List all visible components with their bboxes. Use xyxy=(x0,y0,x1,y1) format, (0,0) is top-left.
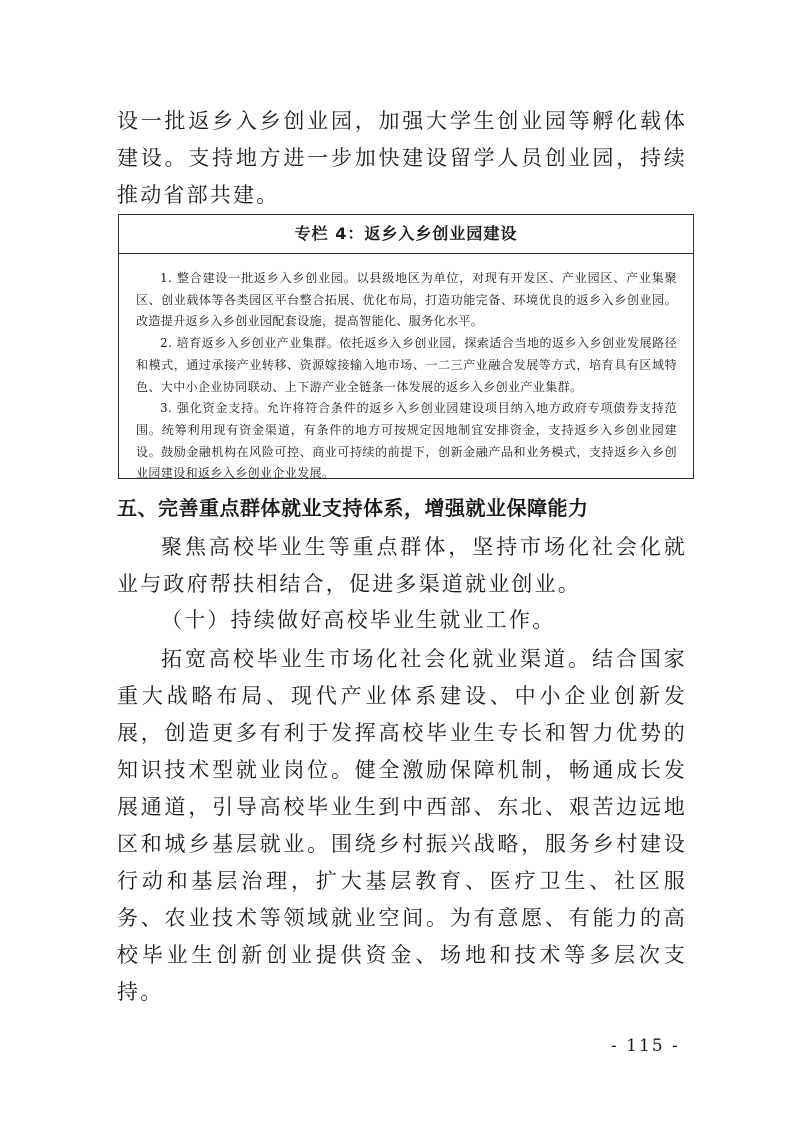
intro-paragraph: 设一批返乡入乡创业园，加强大学生创业园等孵化载体建设。支持地方进一步加快建设留学人员创业园，持续推动省部共建。 xyxy=(117,109,687,207)
column-box-body xyxy=(119,254,693,485)
section-heading: 五、完善重点群体就业支持体系，增强就业保障能力 xyxy=(117,496,589,520)
column-box-title: 专栏 4：返乡入乡创业园建设 xyxy=(119,215,693,254)
page-number: - 115 - xyxy=(611,1036,680,1056)
column-item-2: 2. 培育返乡入乡创业产业集群。依托返乡入乡创业园，探索适合当地的返乡入乡创业发展路径和模式，通过承接产业转移、资源嫁接输入地市场、一二三产业融合发展等方式，培育具有区域特色、大中小企业协同联动、上下游产业全链条一体发展的返乡入乡创业产业集群。 xyxy=(136,336,677,394)
column-item-1: 1. 整合建设一批返乡入乡创业园。以县级地区为单位，对现有开发区、产业园区、产业集聚区、创业载体等各类园区平台整合拓展、优化布局，打造功能完备、环境优良的返乡入乡创业园。改造提升返乡入乡创业园配套设施，提高智能化、服务化水平。 xyxy=(136,271,677,329)
subsection-title: （十）持续做好高校毕业生就业工作。 xyxy=(161,608,556,632)
section-intro-paragraph: 聚焦高校毕业生等重点群体，坚持市场化社会化就业与政府帮扶相结合，促进多渠道就业创业。 xyxy=(117,535,687,596)
column-item-3: 3. 强化资金支持。允许将符合条件的返乡入乡创业园建设项目纳入地方政府专项债券支持范围。统筹利用现有资金渠道，有条件的地方可按规定因地制宜安排资金，支持返乡入乡创业园建设。鼓励金融机构在风险可控、商业可持续的前提下，创新金融产品和业务模式，支持返乡入乡创业园建设和返乡入乡创业企业发展。 xyxy=(136,401,677,481)
body-paragraph: 拓宽高校毕业生市场化社会化就业渠道。结合国家重大战略布局、现代产业体系建设、中小企业创新发展，创造更多有利于发挥高校毕业生专长和智力优势的知识技术型就业岗位。健全激励保障机制，畅通成长发展通道，引导高校毕业生到中西部、东北、艰苦边远地区和城乡基层就业。围绕乡村振兴战略，服务乡村建设行动和基层治理，扩大基层教育、医疗卫生、社区服务、农业技术等领域就业空间。为有意愿、有能力的高校毕业生创新创业提供资金、场地和技术等多层次支持。 xyxy=(117,647,687,1004)
column-box xyxy=(118,214,694,479)
